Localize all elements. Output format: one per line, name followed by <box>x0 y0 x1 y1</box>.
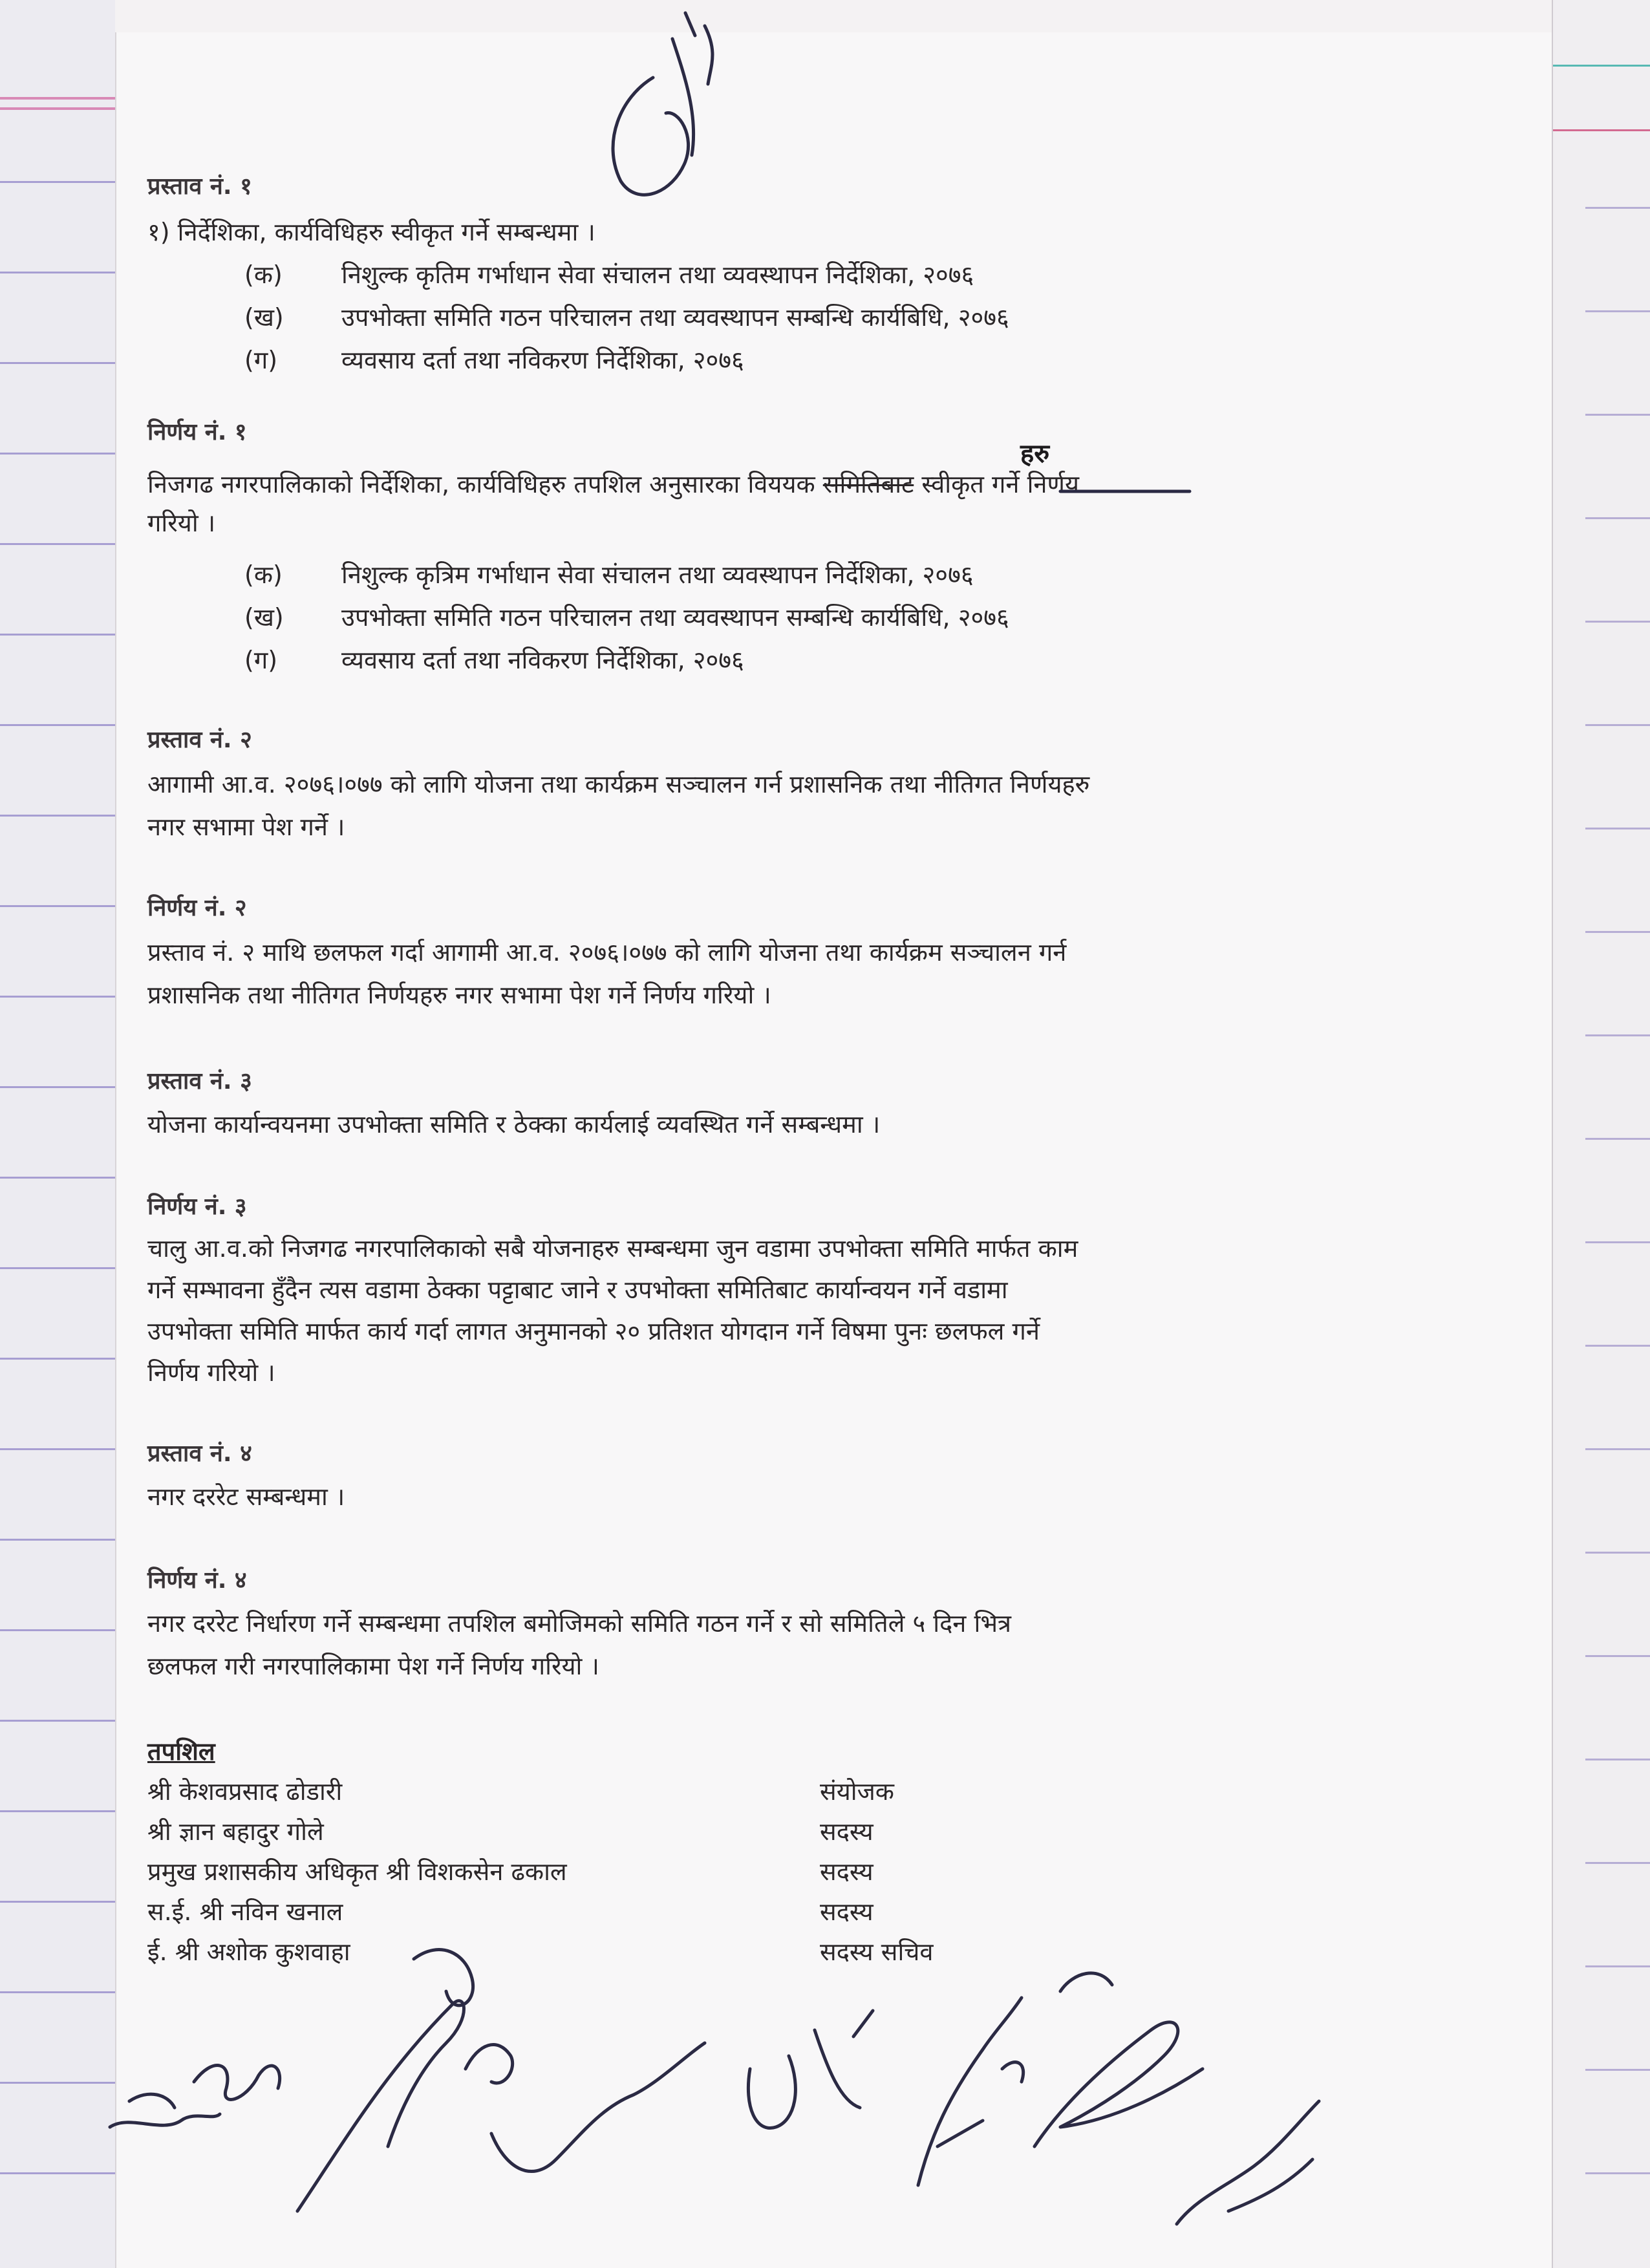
decision-1-heading: निर्णय नं. १ <box>147 419 247 445</box>
proposal-2-text: आगामी आ.व. २०७६।०७७ को लागि योजना तथा कार्यक्रम सञ्चालन गर्न प्रशासनिक तथा नीतिगत निर्णयहरु <box>147 770 1090 798</box>
decision-2-text: प्रशासनिक तथा नीतिगत निर्णयहरु नगर सभामा पेश गर्ने निर्णय गरियो । <box>147 981 771 1009</box>
decision-2-heading: निर्णय नं. २ <box>147 895 247 921</box>
decision-3-text: उपभोक्ता समिति मार्फत कार्य गर्दा लागत अनुमानको २० प्रतिशत योगदान गर्ने विषमा पुनः छलफल गर्ने <box>147 1317 1040 1345</box>
item-text: उपभोक्ता समिति गठन परिचालन तथा व्यवस्थापन सम्बन्धि कार्यबिधि, २०७६ <box>341 303 1009 332</box>
decision-4-text: नगर दररेट निर्धारण गर्ने सम्बन्धमा तपशिल बमोजिमको समिति गठन गर्ने र सो समितिले ५ दिन भित्र <box>147 1609 1012 1638</box>
item-text: निशुल्क कृतिम गर्भाधान सेवा संचालन तथा व्यवस्थापन निर्देशिका, २०७६ <box>341 261 974 289</box>
proposal-2-text: नगर सभामा पेश गर्ने । <box>147 813 345 841</box>
member-role: संयोजक <box>820 1777 894 1806</box>
item-marker: (क) <box>244 561 283 589</box>
member-name: श्री केशवप्रसाद ढोडारी <box>147 1777 343 1806</box>
item-marker: (ख) <box>244 603 284 632</box>
decision-3-heading: निर्णय नं. ३ <box>147 1193 247 1220</box>
member-role: सदस्य <box>820 1857 873 1886</box>
decision-3-text: चालु आ.व.को निजगढ नगरपालिकाको सबै योजनाहरु सम्बन्धमा जुन वडामा उपभोक्ता समिति मार्फत काम <box>147 1234 1078 1263</box>
top-initial-signature <box>613 13 712 195</box>
member-signature <box>1177 2101 1319 2224</box>
member-signature <box>748 2011 873 2128</box>
member-role: सदस्य <box>820 1898 873 1926</box>
member-signature <box>110 2094 220 2127</box>
item-text: व्यवसाय दर्ता तथा नविकरण निर्देशिका, २०७६ <box>341 346 744 374</box>
handwritten-insertion: हरु <box>1020 439 1050 469</box>
member-name: प्रमुख प्रशासकीय अधिकृत श्री विशकसेन ढकाल <box>147 1857 567 1886</box>
decision-1-text-end: स्वीकृत गर्ने निर्णय <box>921 470 1080 498</box>
decision-3-text: निर्णय गरियो । <box>147 1358 275 1387</box>
item-marker: (ग) <box>244 346 278 374</box>
item-text: उपभोक्ता समिति गठन परिचालन तथा व्यवस्थापन सम्बन्धि कार्यबिधि, २०७६ <box>341 603 1009 632</box>
member-signature <box>194 2066 280 2100</box>
proposal-4-heading: प्रस्ताव नं. ४ <box>147 1440 252 1467</box>
decision-1-text-start: निजगढ नगरपालिकाको निर्देशिका, कार्यविधिहरु तपशिल अनुसारका विययक <box>147 470 815 498</box>
member-name: ई. श्री अशोक कुशवाहा <box>147 1938 350 1966</box>
member-role: सदस्य सचिव <box>820 1938 934 1966</box>
member-role: सदस्य <box>820 1817 873 1846</box>
struck-word: समितिबाट <box>822 470 914 498</box>
item-marker: (ख) <box>244 303 284 332</box>
member-signature <box>1034 1973 1203 2146</box>
member-name: श्री ज्ञान बहादुर गोले <box>147 1817 324 1846</box>
schedule-title: तपशिल <box>147 1737 215 1766</box>
member-name: स.ई. श्री नविन खनाल <box>147 1898 343 1926</box>
decision-1-text-continued: गरियो । <box>147 509 216 537</box>
decision-3-text: गर्ने सम्भावना हुँदैन त्यस वडामा ठेक्का पट्टाबाट जाने र उपभोक्ता समितिबाट कार्यान्वयन गर्ने वडामा <box>147 1276 1008 1304</box>
member-signature <box>297 1950 473 2211</box>
decision-2-text: प्रस्ताव नं. २ माथि छलफल गर्दा आगामी आ.व. २०७६।०७७ को लागि योजना तथा कार्यक्रम सञ्चालन गर्न <box>147 938 1067 967</box>
member-signature <box>918 1998 1023 2185</box>
proposal-3-text: योजना कार्यान्वयनमा उपभोक्ता समिति र ठेक्का कार्यलाई व्यवस्थित गर्ने सम्बन्धमा । <box>147 1110 881 1139</box>
proposal-4-text: नगर दररेट सम्बन्धमा । <box>147 1482 345 1511</box>
proposal-3-heading: प्रस्ताव नं. ३ <box>147 1068 252 1095</box>
item-text: निशुल्क कृत्रिम गर्भाधान सेवा संचालन तथा व्यवस्थापन निर्देशिका, २०७६ <box>341 561 974 589</box>
decision-4-text: छलफल गरी नगरपालिकामा पेश गर्ने निर्णय गरियो । <box>147 1652 599 1680</box>
item-text: व्यवसाय दर्ता तथा नविकरण निर्देशिका, २०७६ <box>341 646 744 674</box>
item-marker: (ग) <box>244 646 278 674</box>
proposal-1-heading: प्रस्ताव नं. १ <box>147 173 252 200</box>
proposal-1-text: १) निर्देशिका, कार्यविधिहरु स्वीकृत गर्ने सम्बन्धमा । <box>147 218 595 246</box>
item-marker: (क) <box>244 261 283 289</box>
decision-4-heading: निर्णय नं. ४ <box>147 1567 247 1594</box>
member-signature <box>466 2043 705 2172</box>
proposal-2-heading: प्रस्ताव नं. २ <box>147 727 252 753</box>
